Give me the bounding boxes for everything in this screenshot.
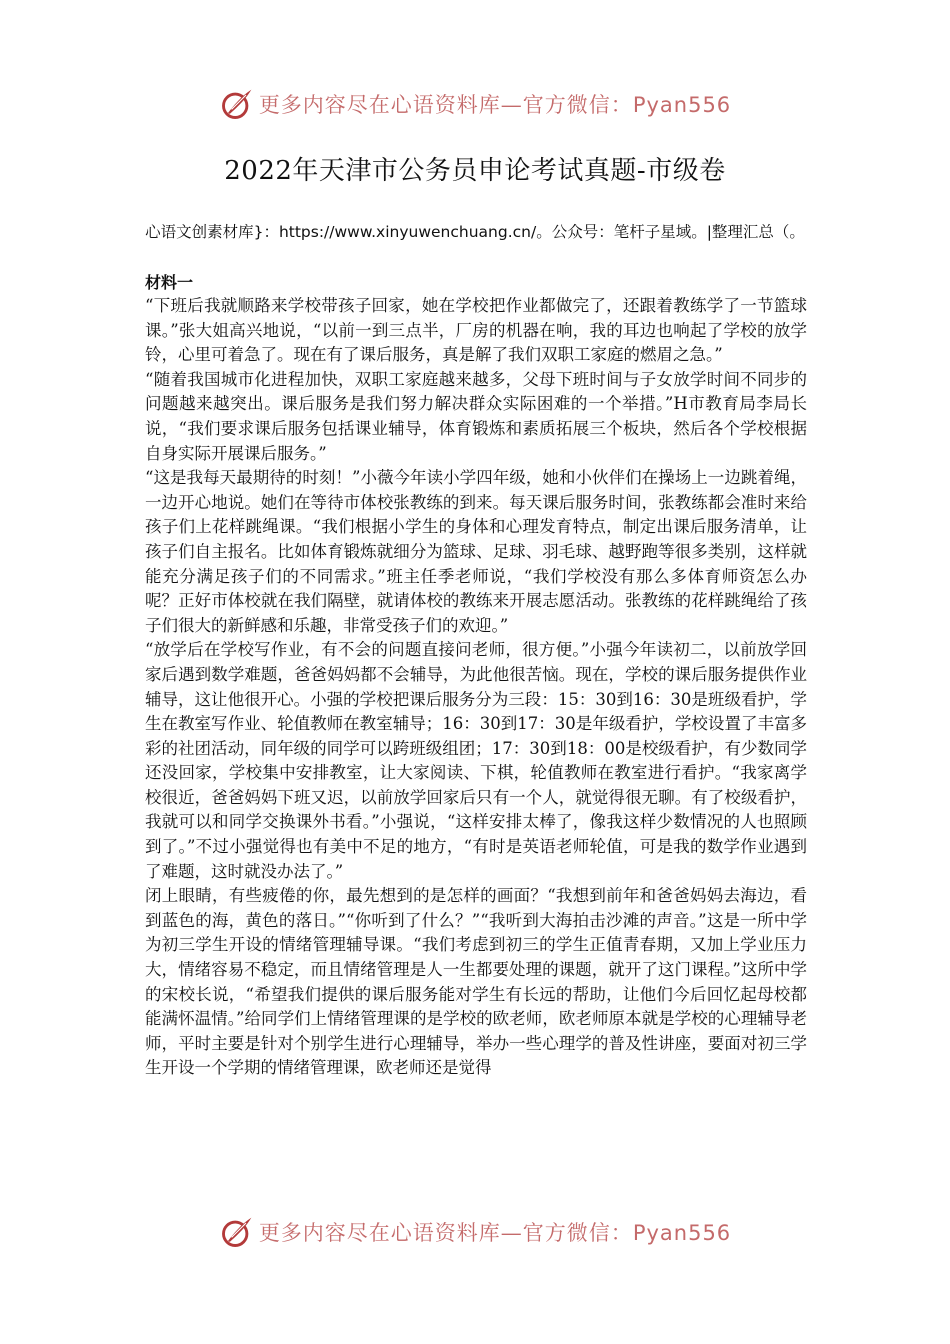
paragraph-4: “放学后在学校写作业，有不会的问题直接问老师，很方便。”小强今年读初二，以前放学回家后遇到数学难题，爸爸妈妈都不会辅导，为此他很苦恼。现在，学校的课后服务提供作业辅导，这让他很开心。小强的学校把课后服务分为三段：15：30到16：30是班级看护，学生在教室写作业、轮值教师在教室辅导；16：30到17：30是年级看护，学校设置了丰富多彩的社团活动，同年级的同学可以跨班级组团；17：30到18：00是校级看护，有少数同学还没回家，学校集中安排教室，让大家阅读、下棋，轮值教师在教室进行看护。“我家离学校很近，爸爸妈妈下班又迟，以前放学回家后只有一个人，就觉得很无聊。有了校级看护，我就可以和同学交换课外书看。”小强说，“这样安排太棒了，像我这样少数情况的人也照顾到了。”不过小强觉得也有美中不足的地方，“有时是英语老师轮值，可是我的数学作业遇到了难题，这时就没办法了。” [145,640,807,881]
source-line: 心语文创素材库}：https://www.xinyuwenchuang.cn/。公众号：笔杆子星域。|整理汇总（。 [145,223,805,241]
banner-wechat-id: Pyan556 [632,1221,732,1245]
header-banner [0,80,950,128]
footer-banner [0,1208,950,1256]
section-heading: 材料一 [145,273,194,292]
paragraph-3: “这是我每天最期待的时刻！”小薇今年读小学四年级，她和小伙伴们在操场上一边跳着绳，一边开心地说。她们在等待市体校张教练的到来。每天课后服务时间，张教练都会准时来给孩子们上花样跳绳课。“我们根据小学生的身体和心理发育特点，制定出课后服务清单，让孩子们自主报名。比如体育锻炼就细分为篮球、足球、羽毛球、越野跑等很多类别，这样就能充分满足孩子们的不同需求。”班主任季老师说，“我们学校没有那么多体育师资怎么办呢？正好市体校就在我们隔壁，就请体校的教练来开展志愿活动。张教练的花样跳绳给了孩子们很大的新鲜感和乐趣，非常受孩子们的欢迎。” [145,468,807,635]
document-title: 2022年天津市公务员申论考试真题-市级卷 [224,156,726,186]
banner-wechat-id: Pyan556 [632,93,732,117]
body-text [145,294,807,1190]
paragraph-5: 闭上眼睛，有些疲倦的你，最先想到的是怎样的画面？“我想到前年和爸爸妈妈去海边，看到蓝色的海，黄色的落日。”“你听到了什么？”“我听到大海拍击沙滩的声音。”这是一所中学为初三学生开设的情绪管理辅导课。“我们考虑到初三的学生正值青春期，又加上学业压力大，情绪容易不稳定，而且情绪管理是人一生都要处理的课题，就开了这门课程。”这所中学的宋校长说，“希望我们提供的课后服务能对学生有长远的帮助，让他们今后回忆起母校都能满怀温情。”给同学们上情绪管理课的是学校的欧老师，欧老师原本就是学校的心理辅导老师，平时主要是针对个别学生进行心理辅导，举办一些心理学的普及性讲座，要面对初三学生开设一个学期的情绪管理课，欧老师还是觉得 [145,886,807,1078]
banner-text [259,89,731,119]
quill-logo-icon [219,86,255,122]
banner-slogan: 更多内容尽在心语资料库—官方微信： [258,93,633,117]
banner-slogan: 更多内容尽在心语资料库—官方微信： [258,1221,633,1245]
quill-logo-icon [219,1214,255,1250]
paragraph-1: “下班后我就顺路来学校带孩子回家，她在学校把作业都做完了，还跟着教练学了一节篮球课。”张大姐高兴地说，“以前一到三点半，厂房的机器在响，我的耳边也响起了学校的放学铃，心里可着急了。现在有了课后服务，真是解了我们双职工家庭的燃眉之急。” [145,296,807,365]
banner-text [259,1217,731,1247]
paragraph-2: “随着我国城市化进程加快，双职工家庭越来越多，父母下班时间与子女放学时间不同步的问题越来越突出。课后服务是我们努力解决群众实际困难的一个举措。”H市教育局李局长说，“我们要求课后服务包括课业辅导，体育锻炼和素质拓展三个板块，然后各个学校根据自身实际开展课后服务。” [145,369,807,463]
